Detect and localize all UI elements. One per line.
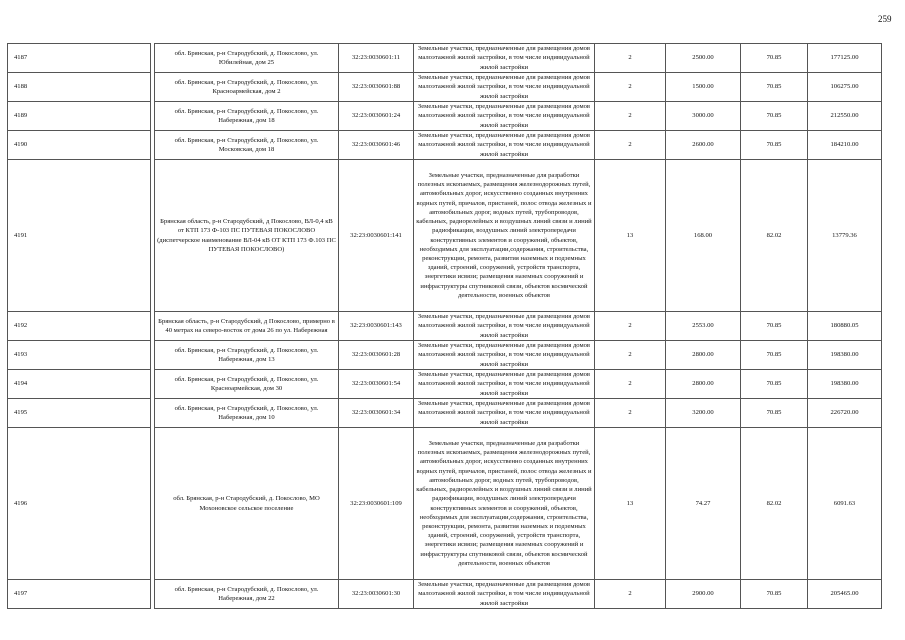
table-row — [155, 341, 882, 370]
row-number-cell: 4197 — [8, 580, 151, 609]
address-cell: обл. Брянская, р-н Стародубский, д. Покослово, ул. Набережная, дом 22 — [155, 580, 339, 609]
row-number-cell: 4192 — [8, 312, 151, 341]
rate-cell: 70.85 — [741, 44, 808, 73]
row-number-cell: 4191 — [8, 160, 151, 312]
row-number-cell: 4193 — [8, 341, 151, 370]
cadastral-value-cell: 6091.63 — [808, 428, 882, 580]
cadastral-number-cell: 32:23:0030601:88 — [339, 73, 414, 102]
row-number-table — [7, 43, 151, 609]
address-cell: обл. Брянская, р-н Стародубский, д. Покослово, МО Мохоновское сельское поселение — [155, 428, 339, 580]
cadastral-value-cell: 205465.00 — [808, 580, 882, 609]
table-row — [8, 102, 151, 131]
address-cell: обл. Брянская, р-н Стародубский, д. Покослово, ул. Юбилейная, дом 25 — [155, 44, 339, 73]
table-row — [8, 160, 151, 312]
row-number-cell: 4196 — [8, 428, 151, 580]
group-cell: 2 — [595, 370, 666, 399]
cadastral-value-cell: 226720.00 — [808, 399, 882, 428]
area-cell: 2800.00 — [666, 341, 741, 370]
page-number: 259 — [878, 14, 892, 24]
cadastral-value-cell: 13779.36 — [808, 160, 882, 312]
address-cell: обл. Брянская, р-н Стародубский, д. Покослово, ул. Красноармейская, дом 30 — [155, 370, 339, 399]
table-row — [8, 428, 151, 580]
row-number-cell: 4194 — [8, 370, 151, 399]
cadastral-number-cell: 32:23:0030601:34 — [339, 399, 414, 428]
table-row — [8, 580, 151, 609]
land-use-cell: Земельные участки, предназначенные для размещения домов малоэтажной жилой застройки, в том числе индивидуальной жилой застройки — [414, 580, 595, 609]
area-cell: 3200.00 — [666, 399, 741, 428]
group-cell: 2 — [595, 341, 666, 370]
rate-cell: 70.85 — [741, 341, 808, 370]
table-row — [155, 73, 882, 102]
row-number-cell: 4195 — [8, 399, 151, 428]
address-cell: обл. Брянская, р-н Стародубский, д. Покослово, ул. Московская, дом 18 — [155, 131, 339, 160]
cadastral-number-cell: 32:23:0030601:11 — [339, 44, 414, 73]
rate-cell: 82.02 — [741, 160, 808, 312]
rate-cell: 70.85 — [741, 73, 808, 102]
land-use-cell: Земельные участки, предназначенные для размещения домов малоэтажной жилой застройки, в том числе индивидуальной жилой застройки — [414, 131, 595, 160]
cadastral-number-cell: 32:23:0030601:141 — [339, 160, 414, 312]
address-cell: обл. Брянская, р-н Стародубский, д. Покослово, ул. Красноармейская, дом 2 — [155, 73, 339, 102]
group-cell: 13 — [595, 428, 666, 580]
group-cell: 2 — [595, 102, 666, 131]
area-cell: 2500.00 — [666, 44, 741, 73]
cadastral-value-cell: 184210.00 — [808, 131, 882, 160]
cadastral-value-cell: 106275.00 — [808, 73, 882, 102]
land-use-cell: Земельные участки, предназначенные для размещения домов малоэтажной жилой застройки, в том числе индивидуальной жилой застройки — [414, 399, 595, 428]
area-cell: 2600.00 — [666, 131, 741, 160]
cadastral-value-cell: 198380.00 — [808, 341, 882, 370]
address-cell: обл. Брянская, р-н Стародубский, д. Покослово, ул. Набережная, дом 10 — [155, 399, 339, 428]
group-cell: 2 — [595, 399, 666, 428]
cadastral-number-cell: 32:23:0030601:28 — [339, 341, 414, 370]
row-number-cell: 4188 — [8, 73, 151, 102]
area-cell: 168.00 — [666, 160, 741, 312]
cadastral-value-cell: 177125.00 — [808, 44, 882, 73]
area-cell: 1500.00 — [666, 73, 741, 102]
rate-cell: 70.85 — [741, 399, 808, 428]
cadastral-value-cell: 212550.00 — [808, 102, 882, 131]
land-use-cell: Земельные участки, предназначенные для размещения домов малоэтажной жилой застройки, в том числе индивидуальной жилой застройки — [414, 102, 595, 131]
table-row — [8, 131, 151, 160]
table-row — [155, 370, 882, 399]
cadastral-number-cell: 32:23:0030601:30 — [339, 580, 414, 609]
table-row — [8, 399, 151, 428]
group-cell: 2 — [595, 580, 666, 609]
table-row — [8, 312, 151, 341]
area-cell: 2800.00 — [666, 370, 741, 399]
area-cell: 74.27 — [666, 428, 741, 580]
land-use-cell: Земельные участки, предназначенные для размещения домов малоэтажной жилой застройки, в том числе индивидуальной жилой застройки — [414, 312, 595, 341]
cadastral-number-cell: 32:23:0030601:54 — [339, 370, 414, 399]
area-cell: 2553.00 — [666, 312, 741, 341]
cadastral-value-cell: 198380.00 — [808, 370, 882, 399]
rate-cell: 70.85 — [741, 102, 808, 131]
land-use-cell: Земельные участки, предназначенные для размещения домов малоэтажной жилой застройки, в том числе индивидуальной жилой застройки — [414, 370, 595, 399]
table-row — [155, 312, 882, 341]
group-cell: 2 — [595, 73, 666, 102]
group-cell: 2 — [595, 44, 666, 73]
cadastral-number-cell: 32:23:0030601:109 — [339, 428, 414, 580]
land-use-cell: Земельные участки, предназначенные для размещения домов малоэтажной жилой застройки, в том числе индивидуальной жилой застройки — [414, 73, 595, 102]
rate-cell: 70.85 — [741, 580, 808, 609]
cadastral-value-cell: 180880.05 — [808, 312, 882, 341]
row-number-cell: 4190 — [8, 131, 151, 160]
rate-cell: 70.85 — [741, 312, 808, 341]
address-cell: обл. Брянская, р-н Стародубский, д. Покослово, ул. Набережная, дом 13 — [155, 341, 339, 370]
rate-cell: 70.85 — [741, 370, 808, 399]
row-number-cell: 4187 — [8, 44, 151, 73]
land-use-cell: Земельные участки, предназначенные для размещения домов малоэтажной жилой застройки, в том числе индивидуальной жилой застройки — [414, 44, 595, 73]
table-row — [155, 580, 882, 609]
cadastral-number-cell: 32:23:0030601:24 — [339, 102, 414, 131]
cadastral-number-cell: 32:23:0030601:143 — [339, 312, 414, 341]
land-plots-table — [154, 43, 882, 609]
area-cell: 3000.00 — [666, 102, 741, 131]
table-row — [8, 341, 151, 370]
group-cell: 13 — [595, 160, 666, 312]
address-cell: Брянская область, р-н Стародубский, д Покослово, ВЛ-0,4 кВ от КТП 173 Ф-103 ПС ПУТЕВАЯ ПОКОСЛОВО (диспетчерское наименование ВЛ-04 кВ ОТ КТП 173 Ф.103 ПС ПУТЕВАЯ ПОКОСЛОВО) — [155, 160, 339, 312]
table-row — [155, 399, 882, 428]
land-use-cell: Земельные участки, предназначенные для разработки полезных ископаемых, размещения железнодорожных путей, автомобильных дорог, искусственно созданных внутренних водных путей, причалов, пристаней, полос отвода железных и автомобильных дорог, водных путей, трубопроводов, кабельных, радиорелейных и воздушных линий связи и линий радиофикации, воздушных линий электропередачи конструктивных элементов и сооружений, объектов, необходимых для эксплуатации,содержания, строительства, реконструкции, ремонта, развития наземных и подземных зданий, строений, сооружений, устройств транспорта, энергетики иcвязи; размещения наземных сооружений и инфраструктуры спутниковой связи, объектов космической деятельности, военных объектов — [414, 160, 595, 312]
table-row — [155, 160, 882, 312]
rate-cell: 70.85 — [741, 131, 808, 160]
area-cell: 2900.00 — [666, 580, 741, 609]
table-row — [155, 102, 882, 131]
land-use-cell: Земельные участки, предназначенные для разработки полезных ископаемых, размещения железнодорожных путей, автомобильных дорог, искусственно созданных внутренних водных путей, причалов, пристаней, полос отвода железных и автомобильных дорог, водных путей, трубопроводов, кабельных, радиорелейных и воздушных линий связи и линий радиофикации, воздушных линий электропередачи конструктивных элементов и сооружений, объектов, необходимых для эксплуатации,содержания, строительства, реконструкции, ремонта, развития наземных и подземных зданий, строений, сооружений, устройств транспорта, энергетики иcвязи; размещения наземных сооружений и инфраструктуры спутниковой связи, объектов космической деятельности, военных объектов — [414, 428, 595, 580]
table-row — [8, 370, 151, 399]
table-row — [8, 44, 151, 73]
rate-cell: 82.02 — [741, 428, 808, 580]
table-row — [155, 428, 882, 580]
address-cell: Брянская область, р-н Стародубский, д Покослово, примерно в 40 метрах на северо-восток от дома 26 по ул. Набережная — [155, 312, 339, 341]
table-row — [155, 44, 882, 73]
group-cell: 2 — [595, 312, 666, 341]
group-cell: 2 — [595, 131, 666, 160]
cadastral-number-cell: 32:23:0030601:46 — [339, 131, 414, 160]
table-row — [8, 73, 151, 102]
address-cell: обл. Брянская, р-н Стародубский, д. Покослово, ул. Набережная, дом 18 — [155, 102, 339, 131]
table-row — [155, 131, 882, 160]
row-number-cell: 4189 — [8, 102, 151, 131]
land-use-cell: Земельные участки, предназначенные для размещения домов малоэтажной жилой застройки, в том числе индивидуальной жилой застройки — [414, 341, 595, 370]
